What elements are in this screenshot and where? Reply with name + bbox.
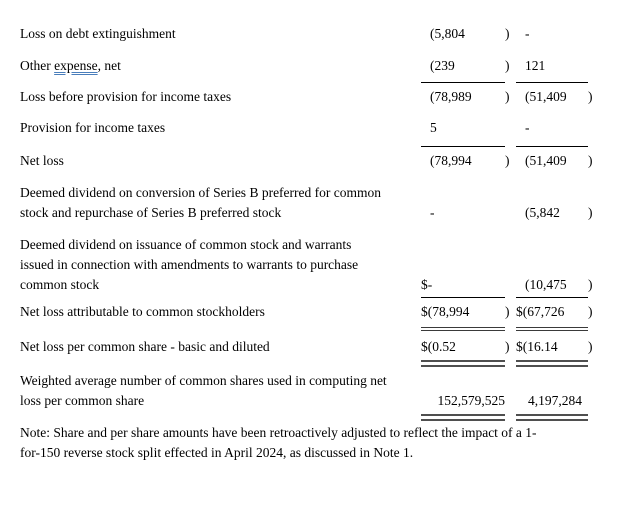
amount-text: 5 [430,120,437,135]
closing-paren-loss-before-provision-for-income-taxes-col2: ) [588,89,593,104]
amount-text: (51,409 [525,89,567,104]
value-deemed-dividend-series-b-conversion-col1 [421,203,505,223]
value-deemed-dividend-common-stock-warrants-col2 [516,275,588,295]
amount-text: 152,579,525 [437,393,505,408]
value-net-loss-attributable-to-common-stockholders-col1 [421,297,505,331]
amount-text: (78,989 [430,89,472,104]
value-deemed-dividend-common-stock-warrants-col1 [421,275,505,295]
closing-paren-net-loss-per-common-share-col2: ) [588,339,593,354]
table-row-deemed-dividend-common-stock-warrants [20,235,624,295]
closing-paren-deemed-dividend-series-b-conversion-col2: ) [588,205,593,220]
value-weighted-average-shares-col2 [516,391,588,421]
table-row-provision-for-income-taxes [20,118,624,138]
amount-text: $(0.52 [421,339,456,354]
value-loss-on-debt-extinguishment-col1 [421,24,505,44]
table-row-net-loss [20,146,624,171]
note-paragraph: Note: Share and per share amounts have been retroactively adjusted to reflect the impact of a 1- for-150 reverse stock split effected in April 2024, as discussed in Note 1. [20,425,537,460]
row-label-other-expense-net: Other expense, net [20,58,121,73]
value-loss-before-provision-for-income-taxes-col1 [421,82,505,107]
amount-text: $- [421,277,433,292]
closing-paren-net-loss-attributable-to-common-stockholders-col2: ) [588,304,593,319]
closing-paren-net-loss-col2: ) [588,153,593,168]
value-provision-for-income-taxes-col1 [421,118,505,138]
table-row-loss-on-debt-extinguishment [20,24,624,44]
financial-table [20,24,624,421]
row-label-provision-for-income-taxes: Provision for income taxes [20,120,166,135]
amount-text: (239 [430,58,455,73]
closing-paren-net-loss-per-common-share-col1: ) [505,339,510,354]
row-label-loss-on-debt-extinguishment: Loss on debt extinguishment [20,26,176,41]
amount-text: (10,475 [525,277,567,292]
row-label-loss-before-provision-for-income-taxes: Loss before provision for income taxes [20,89,232,104]
table-row-weighted-average-shares [20,371,624,421]
table-row-loss-before-provision-for-income-taxes [20,82,624,107]
amount-text: (5,804 [430,26,465,41]
amount-text: (5,842 [525,205,560,220]
value-net-loss-per-common-share-col1 [421,337,505,367]
value-loss-on-debt-extinguishment-col2 [516,24,588,44]
amount-text: 4,197,284 [528,393,582,408]
row-label-deemed-dividend-common-stock-warrants: Deemed dividend on issuance of common stock and warrants issued in connection with amendments to warrants to purchase common stock [20,237,359,292]
amount-text: $(78,994 [421,304,470,319]
grammar-marked-word[interactable]: expense [54,58,98,73]
row-label-weighted-average-shares: Weighted average number of common shares used in computing net loss per common share [20,373,387,408]
row-label-net-loss: Net loss [20,153,64,168]
amount-text: (78,994 [430,153,472,168]
value-net-loss-attributable-to-common-stockholders-col2 [516,297,588,331]
row-label-net-loss-attributable-to-common-stockholders: Net loss attributable to common stockholders [20,304,265,319]
value-other-expense-net-col2 [516,56,588,76]
table-row-net-loss-per-common-share [20,337,624,367]
closing-paren-loss-before-provision-for-income-taxes-col1: ) [505,89,510,104]
table-row-deemed-dividend-series-b-conversion [20,183,624,223]
closing-paren-net-loss-attributable-to-common-stockholders-col1: ) [505,304,510,319]
value-deemed-dividend-series-b-conversion-col2 [516,203,588,223]
amount-text: (51,409 [525,153,567,168]
value-loss-before-provision-for-income-taxes-col2 [516,82,588,107]
row-label-deemed-dividend-series-b-conversion: Deemed dividend on conversion of Series B preferred for common stock and repurchase of Series B preferred stock [20,185,382,220]
value-net-loss-per-common-share-col2 [516,337,588,367]
amount-text: $(16.14 [516,339,558,354]
value-provision-for-income-taxes-col2 [516,118,588,138]
value-net-loss-col2 [516,146,588,171]
closing-paren-deemed-dividend-common-stock-warrants-col2: ) [588,277,593,292]
row-label-net-loss-per-common-share: Net loss per common share - basic and diluted [20,339,270,354]
closing-paren-loss-on-debt-extinguishment-col1: ) [505,26,510,41]
value-other-expense-net-col1 [421,56,505,76]
table-row-other-expense-net [20,56,624,76]
table-row-net-loss-attributable-to-common-stockholders [20,297,624,331]
amount-text: $(67,726 [516,304,565,319]
amount-text: 121 [525,58,546,73]
closing-paren-other-expense-net-col1: ) [505,58,510,73]
value-net-loss-col1 [421,146,505,171]
amount-text: - [525,120,530,135]
amount-text: - [525,26,530,41]
value-weighted-average-shares-col1 [421,391,505,421]
amount-text: - [430,205,435,220]
closing-paren-net-loss-col1: ) [505,153,510,168]
